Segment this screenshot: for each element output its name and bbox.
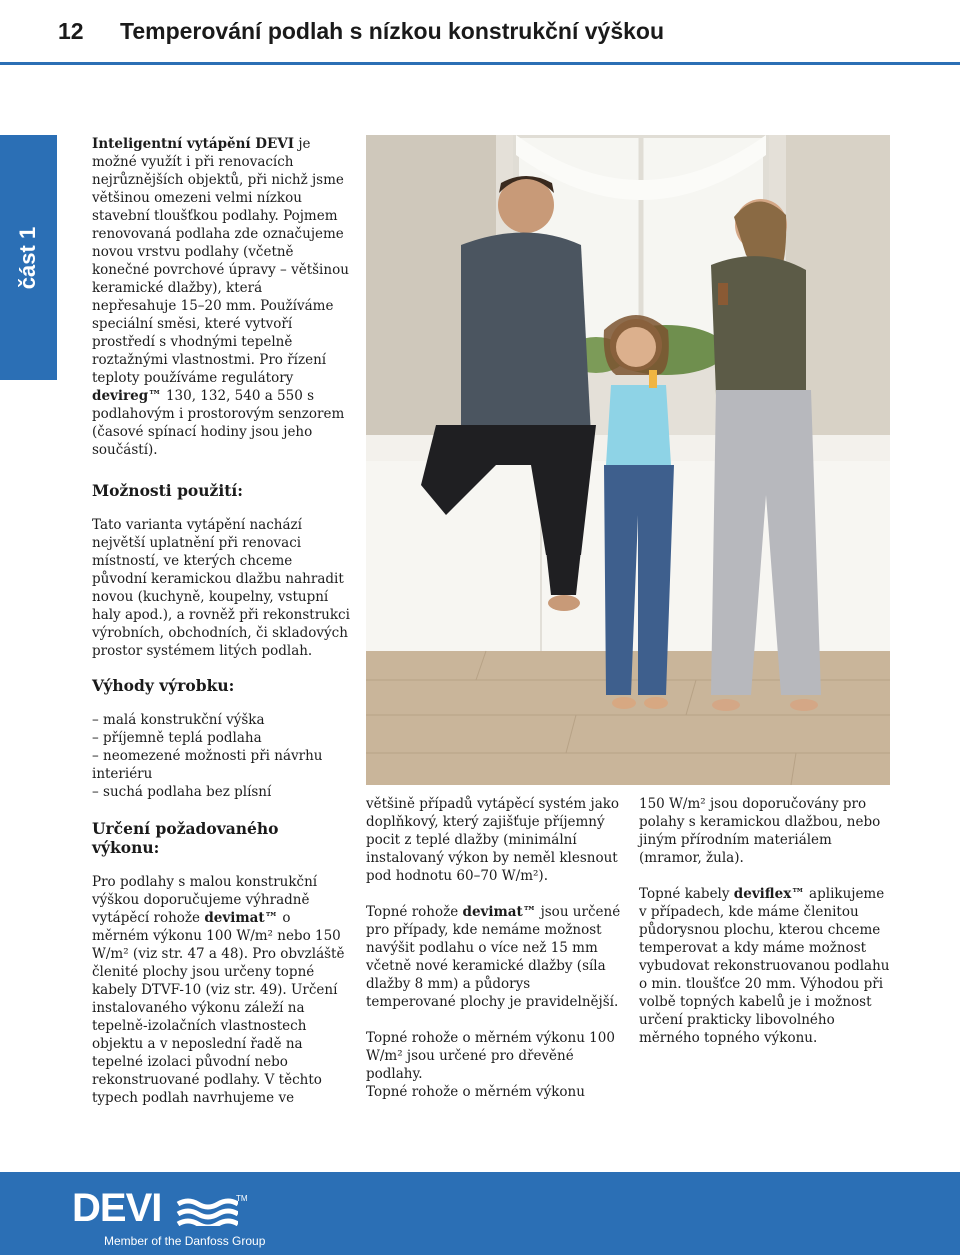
devi-logo: DEVI [72, 1186, 162, 1230]
header-rule [0, 62, 960, 65]
list-item: interiéru [92, 766, 153, 782]
uses-paragraph: Tato varianta vytápění nachází největší uplatnění při renovaci místností, ve kterých chceme původní keramickou dlažbu nahradit novou (kuchyně, koupelny, vstupní haly apod.), a rovněž při rekonstrukci výrobních, obchodních, či skladových prostor systémem litých podlah. [92, 517, 350, 659]
section-tab [0, 135, 57, 380]
power-product: devimat™ [204, 910, 279, 926]
middle-column [366, 795, 621, 1101]
list-item: – suchá podlaha bez plísní [92, 784, 272, 800]
power-paragraph [92, 873, 350, 1107]
power-text-1: Pro podlahy s malou konstrukční výškou doporučujeme výhradně vytápěcí rohože [92, 874, 318, 926]
trademark: TM [236, 1194, 248, 1203]
intro-lead: Inteligentní vytápění DEVI [92, 136, 295, 152]
mid-paragraph-4: Topné rohože o měrném výkonu [366, 1084, 585, 1100]
intro-product: devireg™ [92, 388, 162, 404]
page-number: 12 [58, 17, 84, 44]
mid-paragraph-2 [366, 903, 621, 1011]
right-column [639, 795, 894, 1047]
mid-paragraph-3: Topné rohože o měrném výkonu 100 W/m² jsou určené pro dřevěné podlahy. [366, 1030, 615, 1082]
mid-paragraph-1: většině případů vytápěcí systém jako doplňkový, který zajišťuje příjemný pocit z teplé dlažby (minimální instalovaný výkon by neměl klesnout pod hodnotu 60–70 W/m²). [366, 796, 620, 884]
intro-paragraph [92, 135, 350, 459]
power-heading: Určení požadovaného výkonu: [92, 819, 279, 857]
intro-text-1: je možné využít i při renovacích nejrůznějších objektů, při nichž jsme většinou omezeni velmi nízkou stavební tloušťkou podlahy. Pojmem renovovaná podlaha zde označujeme novou vrstvu podlahy (včetně konečné povrchové úpravy – většinou keramické dlažby), která nepřesahuje 15–20 mm. Používáme speciální směsi, které vytvoří prostředí s vhodnými tepelně roztažnými vlastnostmi. Pro řízení teploty používáme regulátory [92, 136, 349, 386]
family-photo [366, 135, 890, 785]
benefits-heading: Výhody výrobku: [92, 676, 235, 695]
list-item: – příjemně teplá podlaha [92, 730, 262, 746]
mid-p2-post: jsou určené pro případy, kde nemáme možnost navýšit podlahu o více než 15 mm včetně nové keramické dlažby (síla dlažby 8 mm) a půdorys temperované plochy je pravidelnější. [366, 904, 621, 1010]
right-p2-pre: Topné kabely [639, 886, 734, 902]
page-title: Temperování podlah s nízkou konstrukční výškou [120, 17, 665, 44]
right-p2-post: aplikujeme v případech, kde máme členitou půdorysnou plochu, kterou chceme temperovat a kdy máme možnost vybudovat rekonstruovanou podlahu o min. tloušťce 20 mm. Výhodou při volbě topných kabelů je i možnost určení prakticky libovolného měrného topného výkonu. [639, 886, 890, 1046]
right-p2-product: deviflex™ [733, 886, 805, 902]
uses-heading: Možnosti použití: [92, 481, 243, 500]
page-header [0, 0, 960, 62]
mid-p2-pre: Topné rohože [366, 904, 463, 920]
list-item: – neomezené možnosti při návrhu [92, 748, 323, 764]
power-text-2: o měrném výkonu 100 W/m² nebo 150 W/m² (viz str. 47 a 48). Pro obvzláště členité plochy jsou určeny topné kabely DTVF-10 (viz str. 49). Určení instalovaného výkonu záleží na tepelně-izolačních vlastnostech objektu a v neposlední řadě na tepelné izolaci původní nebo rekonstruované podlahy. V těchto typech podlah navrhujeme ve [92, 910, 345, 1106]
mid-p2-product: devimat™ [462, 904, 537, 920]
right-paragraph-1: 150 W/m² jsou doporučovány pro polahy s keramickou dlažbou, nebo jiným přírodním materiálem (mramor, žula). [639, 796, 881, 866]
footer-bar [0, 1172, 960, 1255]
devi-waves-icon [176, 1196, 238, 1226]
list-item: – malá konstrukční výška [92, 712, 265, 728]
left-column [92, 135, 350, 1107]
section-tab-label: část 1 [15, 226, 41, 289]
intro-text-2: 130, 132, 540 a 550 s podlahovým i prostorovým senzorem (časové spínací hodiny jsou jeho součástí). [92, 388, 345, 458]
footer-tagline: Member of the Danfoss Group [104, 1234, 266, 1248]
right-paragraph-2 [639, 885, 894, 1047]
benefits-list [92, 711, 350, 801]
